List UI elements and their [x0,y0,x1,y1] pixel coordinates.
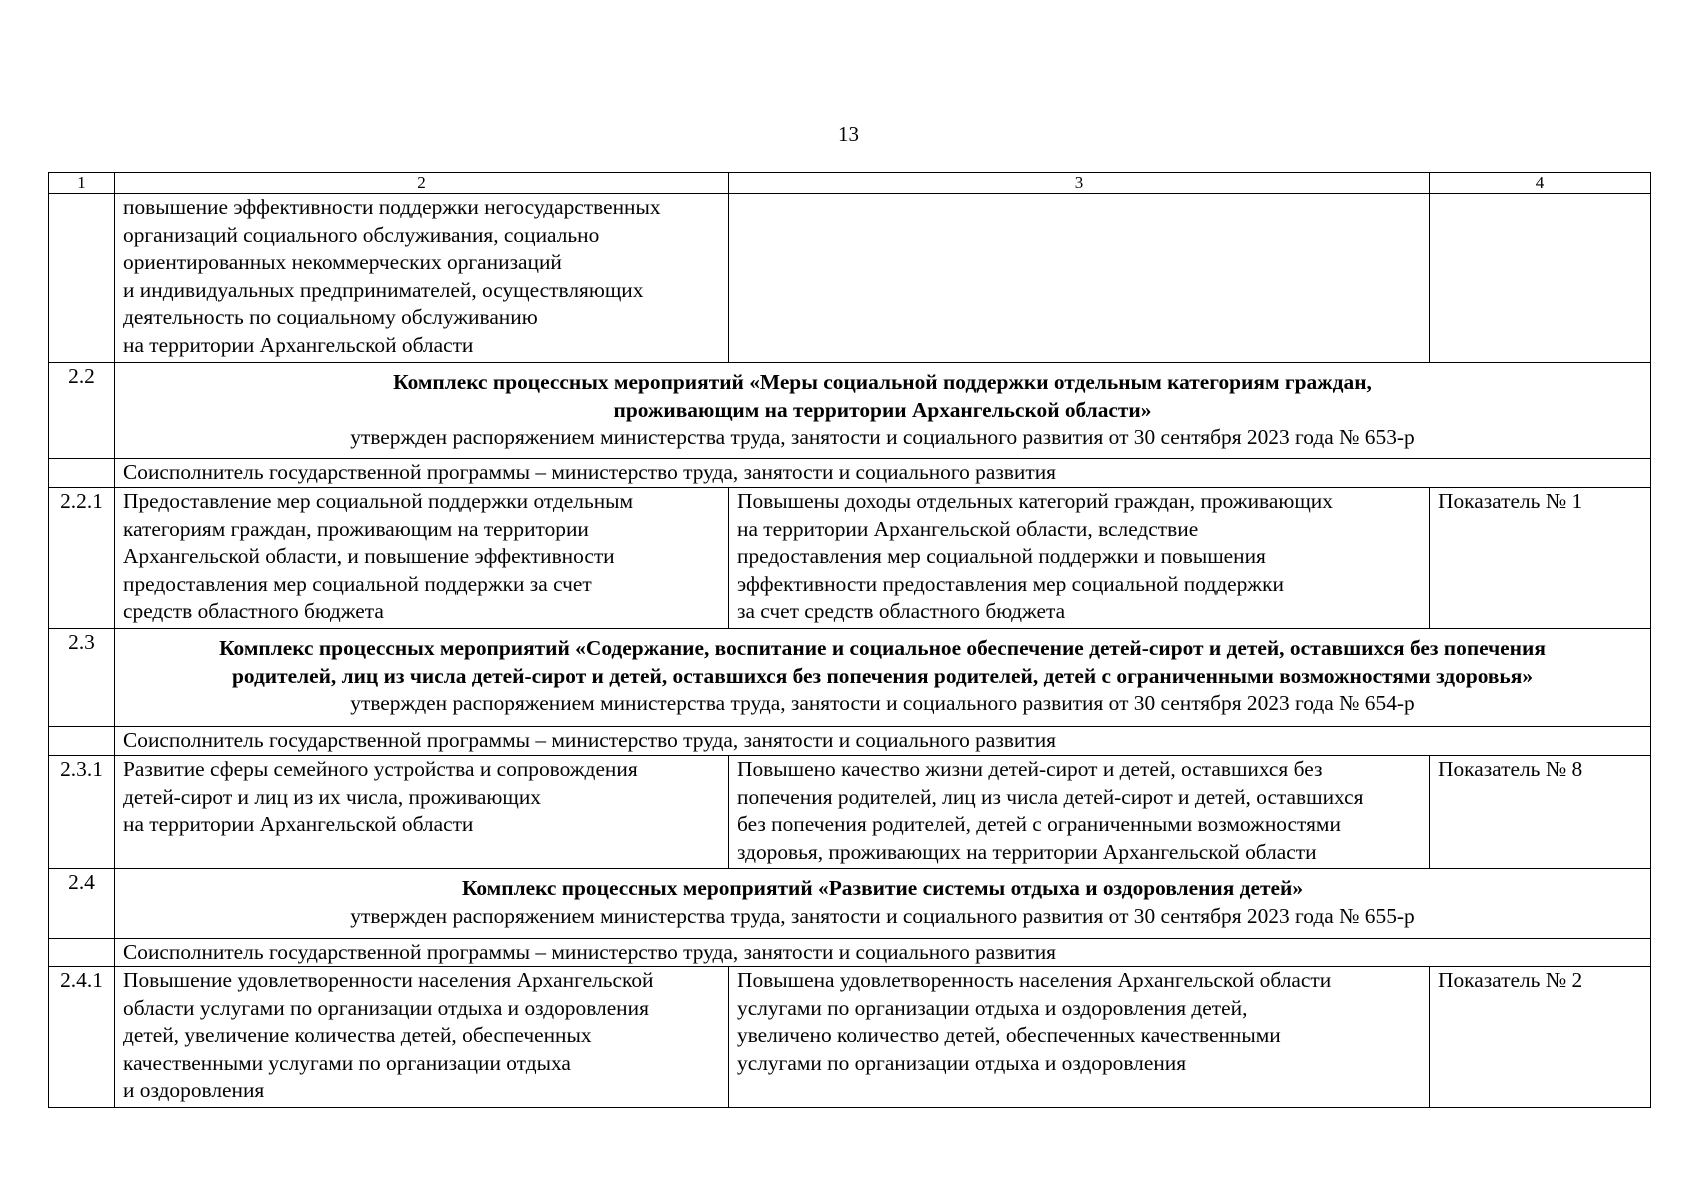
task-row [49,488,1651,629]
complex-title-cell [115,363,1651,459]
approval-note: утвержден распоряжением министерства труда, занятости и социального развития от 30 сентября 2023 года № 655-р [350,903,1415,928]
indicator-cell: Показатель № 1 [1430,488,1651,629]
coexecutor-cell: Соисполнитель государственной программы – министерство труда, занятости и социального развития [115,727,1651,756]
result-cell [729,194,1430,363]
text-line: услугами по организации отдыха и оздоровления детей, [737,995,1248,1020]
text-line: Повышена удовлетворенность населения Архангельской области [737,968,1332,992]
task-cell [115,967,729,1108]
column-header-row [49,173,1651,194]
task-row [49,967,1651,1108]
program-table [48,172,1651,1108]
section-number: 2.4 [49,869,115,939]
text-line: области услугами по организации отдыха и оздоровления [123,995,649,1020]
text-line: попечения родителей, лиц из числа детей-сирот и детей, оставшихся [737,784,1364,809]
task-cell [115,194,729,363]
complex-header-row [49,629,1651,727]
text-line: услугами по организации отдыха и оздоровления [737,1050,1187,1075]
text-line: детей, увеличение количества детей, обеспеченных [123,1023,592,1048]
text-line: предоставления мер социальной поддержки за счет [123,571,592,596]
column-header: 1 [49,173,115,194]
text-line: деятельность по социальному обслуживанию [123,305,538,330]
task-row [49,756,1651,869]
coexecutor-cell: Соисполнитель государственной программы – министерство труда, занятости и социального развития [115,459,1651,488]
task-cell [115,488,729,629]
text-line: Развитие сферы семейного устройства и сопровождения [123,757,638,781]
text-line: категориям граждан, проживающим на территории [123,516,589,541]
complex-title-cell [115,869,1651,939]
complex-title-line: Комплекс процессных мероприятий «Меры социальной поддержки отдельным категориям граждан, [393,370,1372,394]
text-line: на территории Архангельской области, вследствие [737,516,1199,541]
approval-note: утвержден распоряжением министерства труда, занятости и социального развития от 30 сентября 2023 года № 653-р [350,425,1415,450]
text-line: повышение эффективности поддержки негосударственных [123,195,661,219]
column-header: 2 [115,173,729,194]
coexecutor-row [49,727,1651,756]
text-line: на территории Архангельской области [123,812,474,837]
text-line: Архангельской области, и повышение эффективности [123,544,615,569]
text-line: Повышены доходы отдельных категорий граждан, проживающих [737,489,1333,513]
approval-note: утвержден распоряжением министерства труда, занятости и социального развития от 30 сентября 2023 года № 654-р [350,691,1415,716]
result-cell [729,756,1430,869]
task-number: 2.2.1 [49,488,115,629]
number-cell [49,727,115,756]
text-line: увеличено количество детей, обеспеченных качественными [737,1023,1281,1048]
text-line: Повышение удовлетворенности населения Архангельской [123,968,654,992]
text-line: ориентированных некоммерческих организаций [123,250,562,275]
text-line: и индивидуальных предпринимателей, осуществляющих [123,277,644,302]
text-line: средств областного бюджета [123,599,384,624]
number-cell [49,459,115,488]
task-number: 2.3.1 [49,756,115,869]
result-cell [729,967,1430,1108]
indicator-cell [1430,194,1651,363]
text-line: качественными услугами по организации отдыха [123,1050,571,1075]
page-number: 13 [838,122,859,146]
coexecutor-row [49,459,1651,488]
coexecutor-cell: Соисполнитель государственной программы – министерство труда, занятости и социального развития [115,939,1651,967]
complex-header-row [49,869,1651,939]
number-cell [49,194,115,363]
text-line: и оздоровления [123,1078,265,1103]
column-header: 3 [729,173,1430,194]
complex-title-line: родителей, лиц из числа детей-сирот и детей, оставшихся без попечения родителей, детей с ограниченными возможностями здоровья» [231,663,1534,688]
result-cell [729,488,1430,629]
continuation-row [49,194,1651,363]
text-line: предоставления мер социальной поддержки и повышения [737,544,1266,569]
task-number: 2.4.1 [49,967,115,1108]
task-cell [115,756,729,869]
text-line: здоровья, проживающих на территории Архангельской области [737,839,1317,864]
indicator-cell: Показатель № 8 [1430,756,1651,869]
complex-title-line: проживающим на территории Архангельской области» [613,397,1152,422]
section-number: 2.3 [49,629,115,727]
text-line: за счет средств областного бюджета [737,599,1066,624]
complex-header-row [49,363,1651,459]
text-line: организаций социального обслуживания, социально [123,222,600,247]
text-line: на территории Архангельской области [123,332,474,357]
indicator-cell: Показатель № 2 [1430,967,1651,1108]
text-line: детей-сирот и лиц из их числа, проживающих [123,784,541,809]
number-cell [49,939,115,967]
complex-title-line: Комплекс процессных мероприятий «Развитие системы отдыха и оздоровления детей» [461,876,1304,900]
complex-title-line: Комплекс процессных мероприятий «Содержание, воспитание и социальное обеспечение детей-сирот и детей, оставшихся без попечения [219,636,1546,660]
section-number: 2.2 [49,363,115,459]
text-line: Повышено качество жизни детей-сирот и детей, оставшихся без [737,757,1323,781]
coexecutor-row [49,939,1651,967]
complex-title-cell [115,629,1651,727]
text-line: Предоставление мер социальной поддержки отдельным [123,489,634,513]
text-line: эффективности предоставления мер социальной поддержки [737,571,1284,596]
text-line: без попечения родителей, детей с ограниченными возможностями [737,812,1341,837]
column-header: 4 [1430,173,1651,194]
